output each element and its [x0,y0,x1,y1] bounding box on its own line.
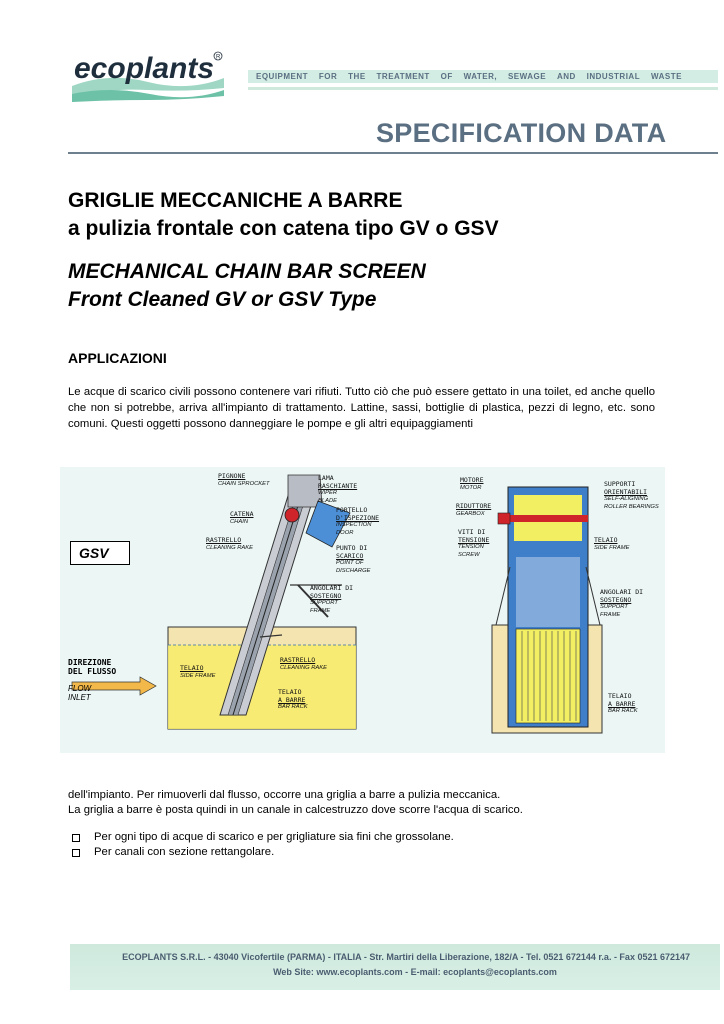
english-title [68,258,426,314]
model-tag: GSV [70,541,130,565]
label-tension-screw: VITI DI TENSIONE TENSION SCREW [458,528,490,558]
label-chain: CATENA CHAIN [230,510,254,525]
tagline-word: TREATMENT [376,72,430,81]
list-item: Per ogni tipo di acque di scarico e per grigliature sia fini che grossolane. [68,830,454,845]
english-title-line2: Front Cleaned GV or GSV Type [68,288,377,311]
footer-address: ECOPLANTS S.R.L. - 43040 Vicofertile (PARMA) - ITALIA - Str. Martiri della Liberazione, 182/A - Tel. 0521 672144 r.a. - Fax 0521 672147 [122,952,690,962]
header-rule [248,87,718,90]
tagline-word: SEWAGE [507,72,547,81]
svg-text:R: R [216,54,221,61]
spec-data-title: SPECIFICATION DATA [376,118,667,148]
label-chain-sprocket: PIGNONE CHAIN SPROCKET [218,472,270,487]
italian-title [68,187,499,243]
intro-paragraph: Le acque di scarico civili possono contenere vari rifiuti. Tutto ciò che può essere gettato in una toilet, ed anche quello che non si potrebbe, arriva all'impianto di trattamento. Lattine, sassi, bottiglie di plastica, pezzi di legno, etc. sono comuni. Questi oggetti possono danneggiare le pompe e gli altri equipaggiamenti [68,386,655,430]
english-title-line1: MECHANICAL CHAIN BAR SCREEN [68,260,426,283]
label-right-bar-rack: TELAIO A BARRE BAR RACK [608,692,638,714]
company-logo [68,42,228,104]
paragraph-line: La griglia a barre è posta quindi in un canale in calcestruzzo dove scorre l'acqua di scarico. [68,804,523,816]
italian-title-line1: GRIGLIE MECCANICHE A BARRE [68,189,403,212]
tagline-word: THE [348,72,366,81]
footer-contacts: Web Site: www.ecoplants.com - E-mail: ecoplants@ecoplants.com [273,967,557,977]
italian-title-line2: a pulizia frontale con catena tipo GV o GSV [68,217,499,240]
label-cleaning-rake: RASTRELLO CLEANING RAKE [206,536,254,551]
label-right-side-frame: TELAIO SIDE FRAME [594,536,630,551]
checkbox-bullet-icon [72,849,80,857]
tagline-word: FOR [318,72,338,81]
bullet-list [68,830,454,860]
label-motor: MOTORE MOTOR [460,476,484,491]
checkbox-bullet-icon [72,834,80,842]
paragraph-line: dell'impianto. Per rimuoverli dal flusso, occorre una griglia a barre a pulizia meccanica. [68,789,501,801]
tagline-word: INDUSTRIAL [586,72,641,81]
label-inspection-door: PORTELLO D'ISPEZIONE INSPECTION DOOR [336,506,380,536]
flow-direction-label: DIREZIONE DEL FLUSSO [68,658,117,676]
label-support-frame: ANGOLARI DI SOSTEGNO SUPPORT FRAME [310,584,354,614]
tagline-word: WASTE [650,72,682,81]
label-side-frame: TELAIO SIDE FRAME [180,664,216,679]
technical-drawing [60,467,665,753]
tagline-word: AND [556,72,576,81]
label-right-support-frame: ANGOLARI DI SOSTEGNO SUPPORT FRAME [600,588,644,618]
label-bar-rack: TELAIO A BARRE BAR RACK [278,688,308,710]
continued-paragraph [68,788,668,818]
label-roller-bearings: SUPPORTI ORIENTABILI SELF-ALIGNING ROLLER BEARINGS [604,480,659,510]
list-item: Per canali con sezione rettangolare. [68,845,454,860]
label-discharge-point: PUNTO DI SCARICO POINT OF DISCHARGE [336,544,371,574]
title-divider [68,152,718,154]
tagline [248,70,718,83]
label-gearbox: RIDUTTORE GEARBOX [456,502,492,517]
tagline-word: EQUIPMENT [256,72,309,81]
section-heading: APPLICAZIONI [68,350,167,366]
label-cleaning-rake-2: RASTRELLO CLEANING RAKE [280,656,328,671]
logo-text: ecoplants [74,52,215,85]
flow-inlet-label: FLOW INLET [68,684,92,702]
label-wiper-blade: LAMA RASCHIANTE WIPER BLADE [318,474,358,504]
tagline-word: WATER, [463,72,498,81]
tagline-word: OF [440,72,453,81]
